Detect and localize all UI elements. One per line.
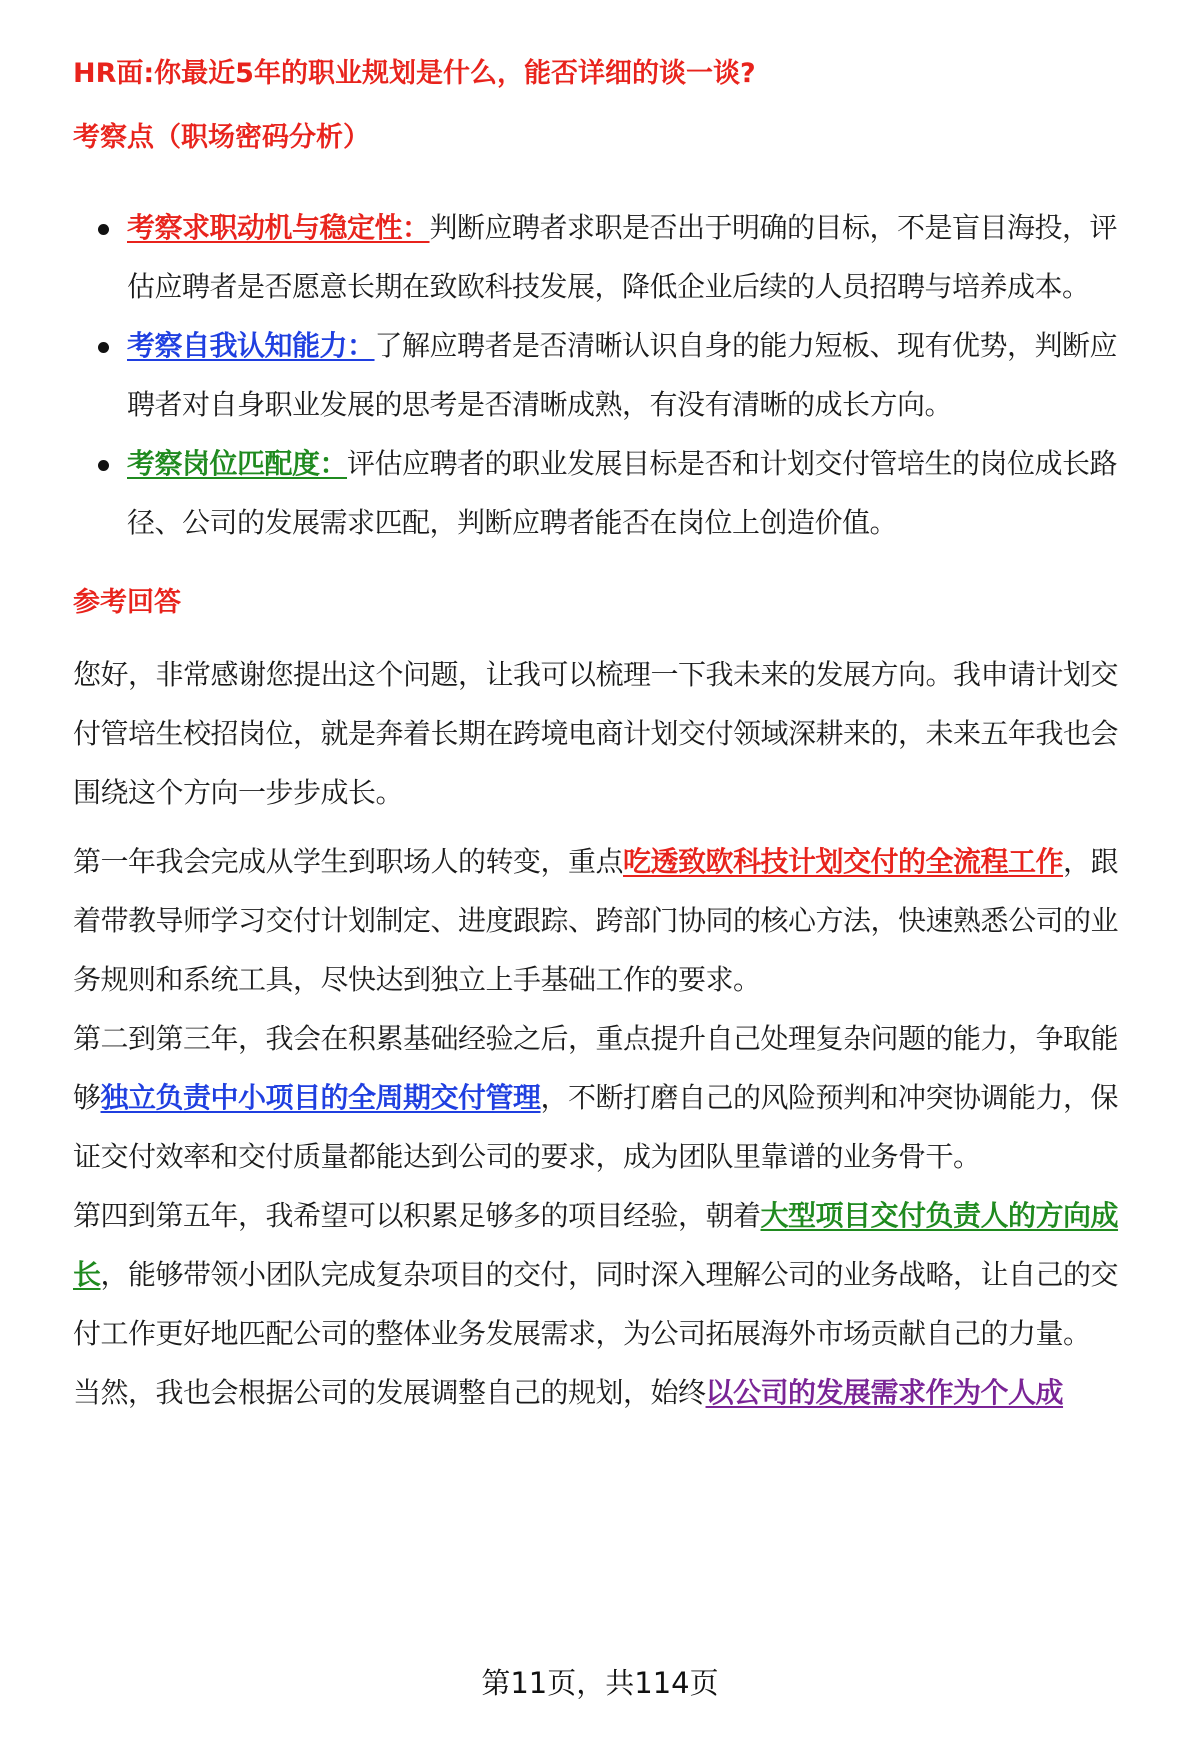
bullet-label: 考察求职动机与稳定性： (127, 211, 430, 244)
bullet-dot-icon (98, 342, 109, 353)
bullet-text: 了解应聘者是否清晰认识自身的能力短板、现有优势，判断应聘者对自身职业发展的思考是否清晰成熟，有没有清晰的成长方向。 (127, 329, 1118, 421)
year45-text: 第四到第五年，我希望可以积累足够多的项目经验，朝着 (73, 1199, 761, 1232)
year23-text-after: ，不断打磨自己的风险预判和冲突协调能力，保证交付效率和交付质量都能达到公司的要求，成为团队里靠谱的业务骨干。 (73, 1081, 1119, 1173)
year1-highlight: 吃透致欧科技计划交付的全流程工作 (623, 845, 1064, 878)
closing-highlight: 以公司的发展需求作为个人成 (705, 1376, 1064, 1409)
answer-title: 参考回答 (73, 587, 181, 618)
analysis-bullet-list (0, 198, 1200, 552)
year23-highlight: 独立负责中小项目的全周期交付管理 (100, 1081, 541, 1114)
year1-text: 第一年我会完成从学生到职场人的转变，重点 (73, 845, 624, 878)
bullet-label: 考察岗位匹配度： (127, 447, 348, 480)
bullet-text: 判断应聘者求职是否出于明确的目标，不是盲目海投，评估应聘者是否愿意长期在致欧科技发展，降低企业后续的人员招聘与培养成本。 (127, 211, 1118, 303)
closing-text: 当然，我也会根据公司的发展调整自己的规划，始终 (73, 1376, 706, 1409)
bullet-self-awareness (127, 316, 1142, 434)
year45-highlight: 大型项目交付负责人的方向成长 (73, 1199, 1119, 1291)
year23-paragraph (73, 1009, 1143, 1186)
bullet-motivation (127, 198, 1142, 316)
intro-paragraph: 您好，非常感谢您提出这个问题，让我可以梳理一下我未来的发展方向。我申请计划交付管培生校招岗位，就是奔着长期在跨境电商计划交付领域深耕来的，未来五年我也会围绕这个方向一步步成长。 (73, 658, 1119, 809)
year1-text-after: ，跟着带教导师学习交付计划制定、进度跟踪、跨部门协同的核心方法，快速熟悉公司的业务规则和系统工具，尽快达到独立上手基础工作的要求。 (73, 845, 1119, 996)
analysis-title: 考察点（职场密码分析） (73, 122, 370, 153)
question-title: HR面:你最近5年的职业规划是什么，能否详细的谈一谈? (73, 58, 756, 89)
year45-text-after: ，能够带领小团队完成复杂项目的交付，同时深入理解公司的业务战略，让自己的交付工作更好地匹配公司的整体业务发展需求，为公司拓展海外市场贡献自己的力量。 (73, 1258, 1119, 1350)
bullet-dot-icon (98, 460, 109, 471)
bullet-dot-icon (98, 224, 109, 235)
bullet-label: 考察自我认知能力： (127, 329, 375, 362)
answer-intro (73, 645, 1143, 822)
answer-plan (73, 832, 1143, 1422)
year23-text: 第二到第三年，我会在积累基础经验之后，重点提升自己处理复杂问题的能力，争取能够 (73, 1022, 1119, 1114)
page-number: 第11页，共114页 (481, 1666, 719, 1700)
bullet-text: 评估应聘者的职业发展目标是否和计划交付管培生的岗位成长路径、公司的发展需求匹配，判断应聘者能否在岗位上创造价值。 (127, 447, 1118, 539)
year45-paragraph (73, 1186, 1143, 1363)
bullet-job-fit (127, 434, 1142, 552)
closing-paragraph (73, 1363, 1143, 1422)
year1-paragraph (73, 832, 1143, 1009)
